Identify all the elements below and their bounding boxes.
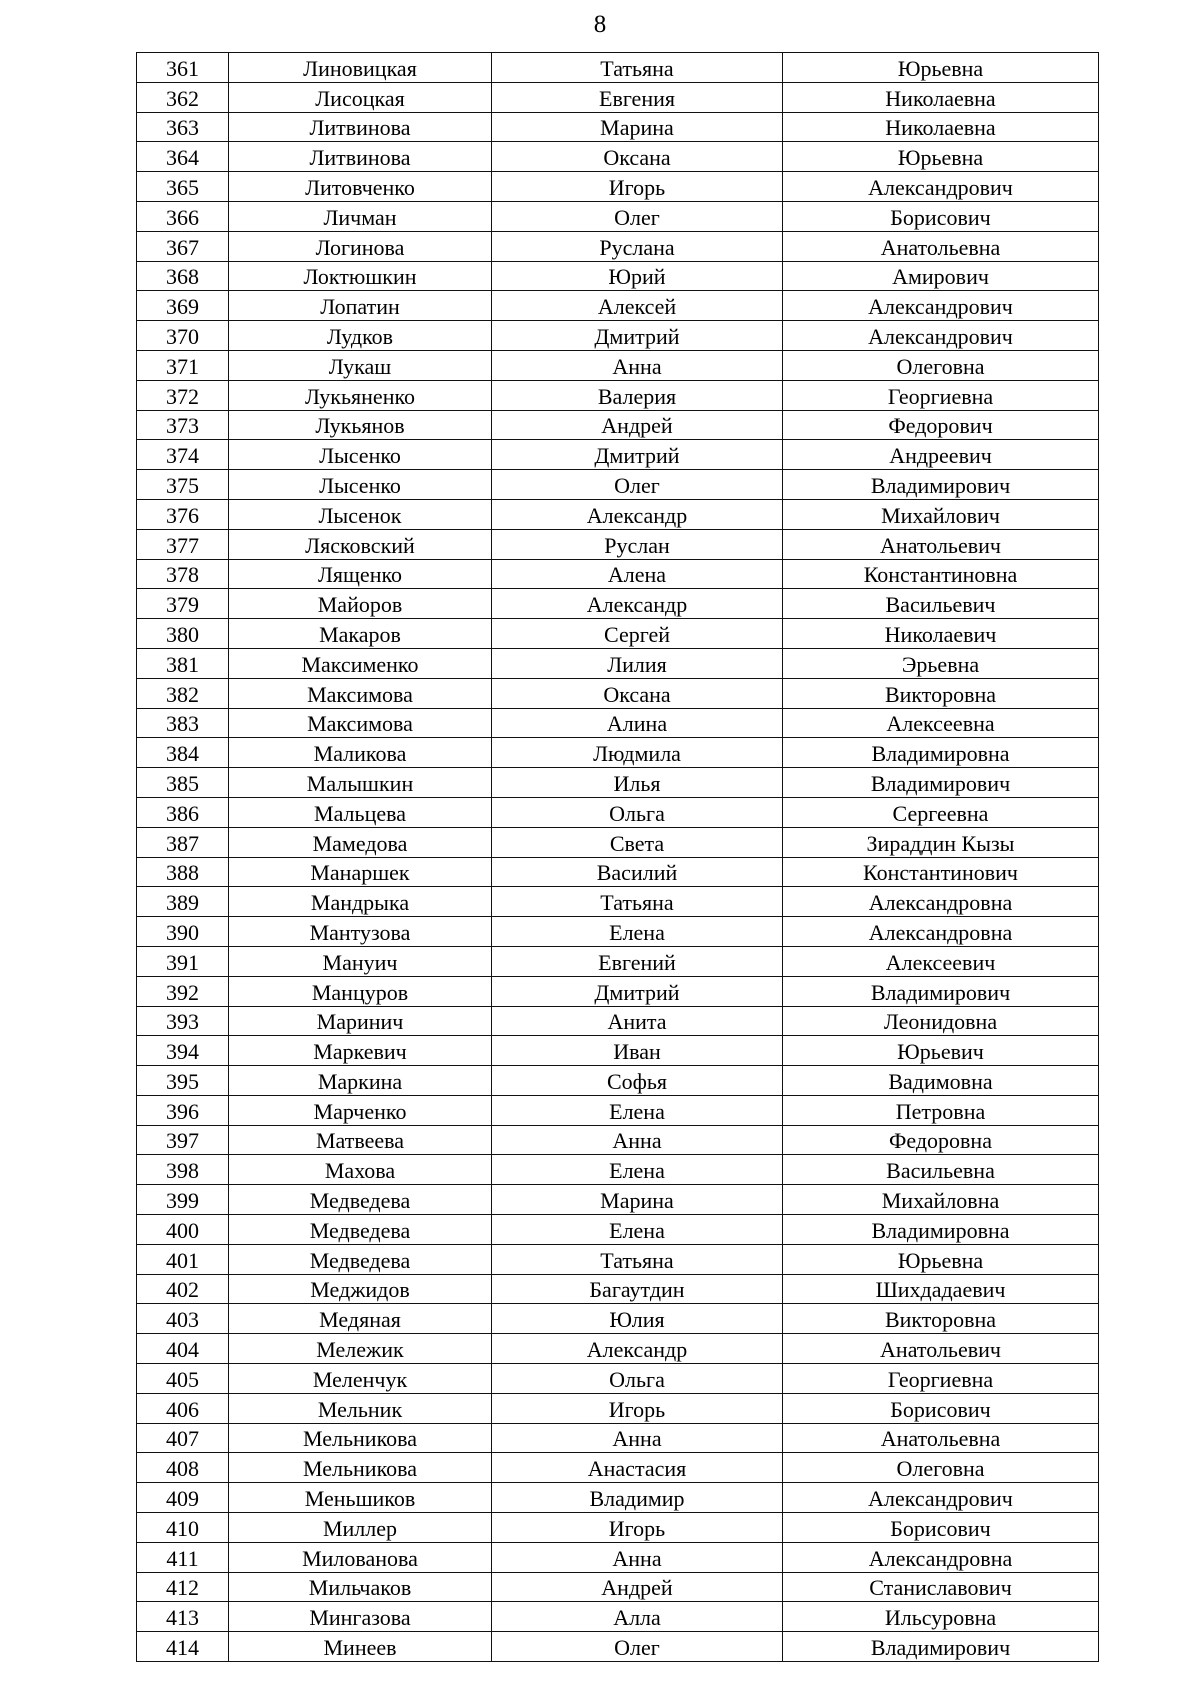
- last-name-cell: Мельникова: [229, 1423, 492, 1453]
- first-name-cell: Сергей: [492, 619, 783, 649]
- table-row: [137, 619, 1099, 649]
- last-name-cell: Марченко: [229, 1095, 492, 1125]
- table-row: [137, 708, 1099, 738]
- last-name-cell: Лукаш: [229, 350, 492, 380]
- first-name-cell: Юрий: [492, 261, 783, 291]
- first-name-cell: Елена: [492, 1095, 783, 1125]
- patronymic-cell: Олеговна: [783, 350, 1099, 380]
- last-name-cell: Лопатин: [229, 291, 492, 321]
- patronymic-cell: Борисович: [783, 1393, 1099, 1423]
- last-name-cell: Лудков: [229, 321, 492, 351]
- patronymic-cell: Георгиевна: [783, 1364, 1099, 1394]
- row-number-cell: 404: [137, 1334, 229, 1364]
- row-number-cell: 387: [137, 827, 229, 857]
- patronymic-cell: Михайловна: [783, 1185, 1099, 1215]
- first-name-cell: Ольга: [492, 1364, 783, 1394]
- patronymic-cell: Анатольевна: [783, 1423, 1099, 1453]
- table-row: [137, 1453, 1099, 1483]
- first-name-cell: Алексей: [492, 291, 783, 321]
- patronymic-cell: Ильсуровна: [783, 1602, 1099, 1632]
- last-name-cell: Матвеева: [229, 1125, 492, 1155]
- table-row: [137, 1185, 1099, 1215]
- patronymic-cell: Федорович: [783, 410, 1099, 440]
- last-name-cell: Маркевич: [229, 1036, 492, 1066]
- last-name-cell: Лысенко: [229, 470, 492, 500]
- row-number-cell: 401: [137, 1244, 229, 1274]
- row-number-cell: 378: [137, 559, 229, 589]
- patronymic-cell: Шихдадаевич: [783, 1274, 1099, 1304]
- last-name-cell: Лясковский: [229, 529, 492, 559]
- row-number-cell: 397: [137, 1125, 229, 1155]
- first-name-cell: Олег: [492, 470, 783, 500]
- first-name-cell: Василий: [492, 857, 783, 887]
- patronymic-cell: Александровна: [783, 1542, 1099, 1572]
- row-number-cell: 363: [137, 112, 229, 142]
- last-name-cell: Милованова: [229, 1542, 492, 1572]
- first-name-cell: Анита: [492, 1006, 783, 1036]
- table-row: [137, 53, 1099, 83]
- first-name-cell: Дмитрий: [492, 440, 783, 470]
- table-row: [137, 1632, 1099, 1662]
- last-name-cell: Максимова: [229, 708, 492, 738]
- roster-table-body: [137, 53, 1099, 1662]
- patronymic-cell: Георгиевна: [783, 380, 1099, 410]
- row-number-cell: 375: [137, 470, 229, 500]
- patronymic-cell: Юрьевич: [783, 1036, 1099, 1066]
- table-row: [137, 1066, 1099, 1096]
- row-number-cell: 361: [137, 53, 229, 83]
- patronymic-cell: Владимирович: [783, 976, 1099, 1006]
- first-name-cell: Олег: [492, 201, 783, 231]
- last-name-cell: Мележик: [229, 1334, 492, 1364]
- first-name-cell: Андрей: [492, 1572, 783, 1602]
- table-row: [137, 1304, 1099, 1334]
- patronymic-cell: Эрьевна: [783, 648, 1099, 678]
- row-number-cell: 394: [137, 1036, 229, 1066]
- row-number-cell: 369: [137, 291, 229, 321]
- row-number-cell: 382: [137, 678, 229, 708]
- first-name-cell: Дмитрий: [492, 976, 783, 1006]
- patronymic-cell: Васильевна: [783, 1155, 1099, 1185]
- table-row: [137, 261, 1099, 291]
- table-row: [137, 529, 1099, 559]
- patronymic-cell: Константиновна: [783, 559, 1099, 589]
- patronymic-cell: Сергеевна: [783, 797, 1099, 827]
- last-name-cell: Мельникова: [229, 1453, 492, 1483]
- row-number-cell: 374: [137, 440, 229, 470]
- table-row: [137, 738, 1099, 768]
- row-number-cell: 398: [137, 1155, 229, 1185]
- first-name-cell: Евгения: [492, 82, 783, 112]
- last-name-cell: Мингазова: [229, 1602, 492, 1632]
- patronymic-cell: Александрович: [783, 172, 1099, 202]
- last-name-cell: Максименко: [229, 648, 492, 678]
- table-row: [137, 1364, 1099, 1394]
- last-name-cell: Лукьянов: [229, 410, 492, 440]
- patronymic-cell: Николаевна: [783, 112, 1099, 142]
- first-name-cell: Андрей: [492, 410, 783, 440]
- table-row: [137, 648, 1099, 678]
- first-name-cell: Илья: [492, 768, 783, 798]
- last-name-cell: Маркина: [229, 1066, 492, 1096]
- table-row: [137, 440, 1099, 470]
- table-row: [137, 172, 1099, 202]
- first-name-cell: Анна: [492, 1125, 783, 1155]
- row-number-cell: 403: [137, 1304, 229, 1334]
- row-number-cell: 379: [137, 589, 229, 619]
- table-row: [137, 589, 1099, 619]
- first-name-cell: Юлия: [492, 1304, 783, 1334]
- table-row: [137, 1155, 1099, 1185]
- patronymic-cell: Петровна: [783, 1095, 1099, 1125]
- patronymic-cell: Зираддин Кызы: [783, 827, 1099, 857]
- patronymic-cell: Васильевич: [783, 589, 1099, 619]
- first-name-cell: Анна: [492, 1423, 783, 1453]
- row-number-cell: 413: [137, 1602, 229, 1632]
- patronymic-cell: Александрович: [783, 1483, 1099, 1513]
- first-name-cell: Марина: [492, 112, 783, 142]
- table-row: [137, 112, 1099, 142]
- row-number-cell: 395: [137, 1066, 229, 1096]
- first-name-cell: Оксана: [492, 142, 783, 172]
- table-row: [137, 1334, 1099, 1364]
- table-row: [137, 1572, 1099, 1602]
- table-row: [137, 470, 1099, 500]
- patronymic-cell: Александрович: [783, 291, 1099, 321]
- first-name-cell: Игорь: [492, 1513, 783, 1543]
- last-name-cell: Медведева: [229, 1244, 492, 1274]
- table-row: [137, 917, 1099, 947]
- row-number-cell: 372: [137, 380, 229, 410]
- last-name-cell: Лысенко: [229, 440, 492, 470]
- table-row: [137, 678, 1099, 708]
- row-number-cell: 399: [137, 1185, 229, 1215]
- row-number-cell: 365: [137, 172, 229, 202]
- row-number-cell: 391: [137, 946, 229, 976]
- first-name-cell: Руслана: [492, 231, 783, 261]
- table-row: [137, 1095, 1099, 1125]
- last-name-cell: Лященко: [229, 559, 492, 589]
- last-name-cell: Максимова: [229, 678, 492, 708]
- first-name-cell: Руслан: [492, 529, 783, 559]
- first-name-cell: Людмила: [492, 738, 783, 768]
- row-number-cell: 402: [137, 1274, 229, 1304]
- first-name-cell: Александр: [492, 589, 783, 619]
- patronymic-cell: Александрович: [783, 321, 1099, 351]
- last-name-cell: Медведева: [229, 1185, 492, 1215]
- first-name-cell: Алина: [492, 708, 783, 738]
- table-row: [137, 1602, 1099, 1632]
- patronymic-cell: Николаевич: [783, 619, 1099, 649]
- first-name-cell: Софья: [492, 1066, 783, 1096]
- first-name-cell: Дмитрий: [492, 321, 783, 351]
- last-name-cell: Мамедова: [229, 827, 492, 857]
- last-name-cell: Меджидов: [229, 1274, 492, 1304]
- first-name-cell: Анастасия: [492, 1453, 783, 1483]
- patronymic-cell: Юрьевна: [783, 53, 1099, 83]
- row-number-cell: 390: [137, 917, 229, 947]
- patronymic-cell: Владимирович: [783, 768, 1099, 798]
- row-number-cell: 377: [137, 529, 229, 559]
- first-name-cell: Александр: [492, 499, 783, 529]
- table-row: [137, 499, 1099, 529]
- first-name-cell: Татьяна: [492, 1244, 783, 1274]
- first-name-cell: Игорь: [492, 1393, 783, 1423]
- table-row: [137, 1483, 1099, 1513]
- patronymic-cell: Викторовна: [783, 1304, 1099, 1334]
- table-row: [137, 1125, 1099, 1155]
- first-name-cell: Анна: [492, 350, 783, 380]
- first-name-cell: Света: [492, 827, 783, 857]
- last-name-cell: Макаров: [229, 619, 492, 649]
- patronymic-cell: Николаевна: [783, 82, 1099, 112]
- table-row: [137, 82, 1099, 112]
- table-row: [137, 827, 1099, 857]
- patronymic-cell: Викторовна: [783, 678, 1099, 708]
- last-name-cell: Литвинова: [229, 112, 492, 142]
- table-row: [137, 350, 1099, 380]
- patronymic-cell: Анатольевна: [783, 231, 1099, 261]
- last-name-cell: Маликова: [229, 738, 492, 768]
- patronymic-cell: Константинович: [783, 857, 1099, 887]
- last-name-cell: Маринич: [229, 1006, 492, 1036]
- row-number-cell: 373: [137, 410, 229, 440]
- patronymic-cell: Амирович: [783, 261, 1099, 291]
- first-name-cell: Игорь: [492, 172, 783, 202]
- patronymic-cell: Михайлович: [783, 499, 1099, 529]
- row-number-cell: 386: [137, 797, 229, 827]
- row-number-cell: 411: [137, 1542, 229, 1572]
- row-number-cell: 407: [137, 1423, 229, 1453]
- row-number-cell: 383: [137, 708, 229, 738]
- patronymic-cell: Владимирович: [783, 470, 1099, 500]
- first-name-cell: Валерия: [492, 380, 783, 410]
- first-name-cell: Алла: [492, 1602, 783, 1632]
- row-number-cell: 408: [137, 1453, 229, 1483]
- first-name-cell: Евгений: [492, 946, 783, 976]
- last-name-cell: Мальцева: [229, 797, 492, 827]
- patronymic-cell: Алексеевна: [783, 708, 1099, 738]
- last-name-cell: Манцуров: [229, 976, 492, 1006]
- table-row: [137, 1513, 1099, 1543]
- row-number-cell: 392: [137, 976, 229, 1006]
- row-number-cell: 396: [137, 1095, 229, 1125]
- patronymic-cell: Владимирович: [783, 1632, 1099, 1662]
- table-row: [137, 1393, 1099, 1423]
- last-name-cell: Личман: [229, 201, 492, 231]
- last-name-cell: Лукьяненко: [229, 380, 492, 410]
- table-row: [137, 201, 1099, 231]
- row-number-cell: 410: [137, 1513, 229, 1543]
- last-name-cell: Махова: [229, 1155, 492, 1185]
- row-number-cell: 384: [137, 738, 229, 768]
- row-number-cell: 406: [137, 1393, 229, 1423]
- page-number: 8: [593, 11, 607, 38]
- last-name-cell: Мануич: [229, 946, 492, 976]
- last-name-cell: Мильчаков: [229, 1572, 492, 1602]
- row-number-cell: 364: [137, 142, 229, 172]
- last-name-cell: Литвинова: [229, 142, 492, 172]
- first-name-cell: Иван: [492, 1036, 783, 1066]
- table-row: [137, 887, 1099, 917]
- row-number-cell: 409: [137, 1483, 229, 1513]
- last-name-cell: Меленчук: [229, 1364, 492, 1394]
- row-number-cell: 381: [137, 648, 229, 678]
- table-row: [137, 321, 1099, 351]
- table-row: [137, 946, 1099, 976]
- row-number-cell: 400: [137, 1215, 229, 1245]
- first-name-cell: Багаутдин: [492, 1274, 783, 1304]
- row-number-cell: 380: [137, 619, 229, 649]
- first-name-cell: Татьяна: [492, 53, 783, 83]
- patronymic-cell: Анатольевич: [783, 529, 1099, 559]
- table-row: [137, 976, 1099, 1006]
- first-name-cell: Анна: [492, 1542, 783, 1572]
- last-name-cell: Лысенок: [229, 499, 492, 529]
- row-number-cell: 385: [137, 768, 229, 798]
- last-name-cell: Мандрыка: [229, 887, 492, 917]
- patronymic-cell: Леонидовна: [783, 1006, 1099, 1036]
- patronymic-cell: Анатольевич: [783, 1334, 1099, 1364]
- last-name-cell: Майоров: [229, 589, 492, 619]
- patronymic-cell: Борисович: [783, 201, 1099, 231]
- table-row: [137, 857, 1099, 887]
- patronymic-cell: Федоровна: [783, 1125, 1099, 1155]
- table-row: [137, 231, 1099, 261]
- row-number-cell: 376: [137, 499, 229, 529]
- table-row: [137, 1215, 1099, 1245]
- patronymic-cell: Владимировна: [783, 738, 1099, 768]
- row-number-cell: 412: [137, 1572, 229, 1602]
- row-number-cell: 414: [137, 1632, 229, 1662]
- last-name-cell: Меньшиков: [229, 1483, 492, 1513]
- row-number-cell: 393: [137, 1006, 229, 1036]
- table-row: [137, 1274, 1099, 1304]
- patronymic-cell: Юрьевна: [783, 142, 1099, 172]
- last-name-cell: Локтюшкин: [229, 261, 492, 291]
- first-name-cell: Владимир: [492, 1483, 783, 1513]
- patronymic-cell: Вадимовна: [783, 1066, 1099, 1096]
- patronymic-cell: Борисович: [783, 1513, 1099, 1543]
- patronymic-cell: Александровна: [783, 917, 1099, 947]
- last-name-cell: Миллер: [229, 1513, 492, 1543]
- table-row: [137, 768, 1099, 798]
- row-number-cell: 405: [137, 1364, 229, 1394]
- table-row: [137, 797, 1099, 827]
- patronymic-cell: Олеговна: [783, 1453, 1099, 1483]
- table-row: [137, 1542, 1099, 1572]
- patronymic-cell: Александровна: [783, 887, 1099, 917]
- patronymic-cell: Владимировна: [783, 1215, 1099, 1245]
- first-name-cell: Елена: [492, 917, 783, 947]
- table-row: [137, 410, 1099, 440]
- patronymic-cell: Алексеевич: [783, 946, 1099, 976]
- last-name-cell: Малышкин: [229, 768, 492, 798]
- row-number-cell: 388: [137, 857, 229, 887]
- row-number-cell: 389: [137, 887, 229, 917]
- patronymic-cell: Юрьевна: [783, 1244, 1099, 1274]
- patronymic-cell: Станиславович: [783, 1572, 1099, 1602]
- table-row: [137, 1423, 1099, 1453]
- table-row: [137, 1036, 1099, 1066]
- table-row: [137, 559, 1099, 589]
- table-row: [137, 142, 1099, 172]
- first-name-cell: Ольга: [492, 797, 783, 827]
- table-row: [137, 380, 1099, 410]
- first-name-cell: Елена: [492, 1155, 783, 1185]
- row-number-cell: 368: [137, 261, 229, 291]
- last-name-cell: Мельник: [229, 1393, 492, 1423]
- first-name-cell: Марина: [492, 1185, 783, 1215]
- row-number-cell: 366: [137, 201, 229, 231]
- first-name-cell: Алена: [492, 559, 783, 589]
- table-row: [137, 291, 1099, 321]
- last-name-cell: Мантузова: [229, 917, 492, 947]
- table-row: [137, 1244, 1099, 1274]
- last-name-cell: Линовицкая: [229, 53, 492, 83]
- table-row: [137, 1006, 1099, 1036]
- first-name-cell: Оксана: [492, 678, 783, 708]
- roster-table: [136, 52, 1099, 1662]
- first-name-cell: Александр: [492, 1334, 783, 1364]
- last-name-cell: Лисоцкая: [229, 82, 492, 112]
- first-name-cell: Лилия: [492, 648, 783, 678]
- first-name-cell: Елена: [492, 1215, 783, 1245]
- last-name-cell: Медяная: [229, 1304, 492, 1334]
- last-name-cell: Литовченко: [229, 172, 492, 202]
- last-name-cell: Минеев: [229, 1632, 492, 1662]
- row-number-cell: 362: [137, 82, 229, 112]
- last-name-cell: Медведева: [229, 1215, 492, 1245]
- patronymic-cell: Андреевич: [783, 440, 1099, 470]
- first-name-cell: Олег: [492, 1632, 783, 1662]
- row-number-cell: 371: [137, 350, 229, 380]
- first-name-cell: Татьяна: [492, 887, 783, 917]
- row-number-cell: 367: [137, 231, 229, 261]
- last-name-cell: Логинова: [229, 231, 492, 261]
- last-name-cell: Манаршек: [229, 857, 492, 887]
- row-number-cell: 370: [137, 321, 229, 351]
